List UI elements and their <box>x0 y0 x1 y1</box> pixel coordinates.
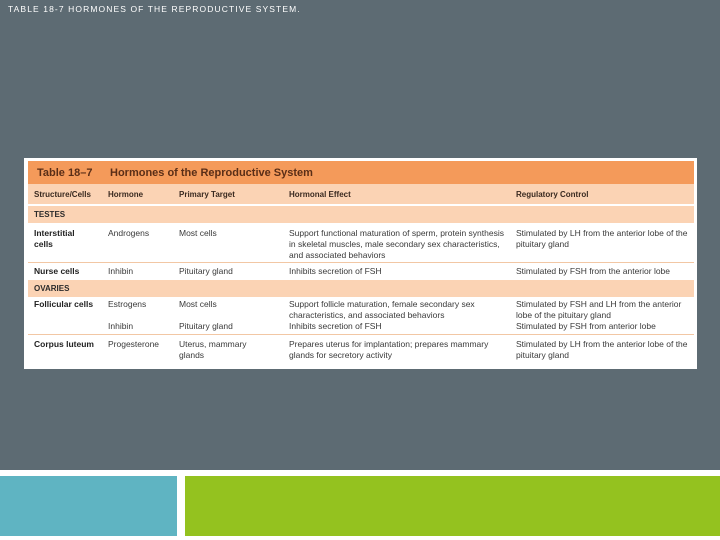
cell-structure: Follicular cells <box>34 299 94 309</box>
cell-control: Stimulated by LH from the anterior lobe of the pituitary gland <box>516 228 688 249</box>
section-testes: TESTES <box>28 206 694 223</box>
cell-target: Most cells <box>179 299 217 309</box>
cell-effect: Support follicle maturation, female secondary sex characteristics, and associated behaviors <box>289 299 475 320</box>
cell-effect: Prepares uterus for implantation; prepares mammary glands for secretory activity <box>289 339 489 360</box>
slide-title: TABLE 18-7 HORMONES OF THE REPRODUCTIVE SYSTEM. <box>8 4 301 14</box>
cell-hormone: Progesterone <box>108 339 160 349</box>
col-effect: Hormonal Effect <box>289 189 351 199</box>
cell-structure: Corpus luteum <box>34 339 94 349</box>
cell-control: Stimulated by FSH and LH from the anterior lobe of the pituitary gland <box>516 299 682 320</box>
cell-control: Stimulated by LH from the anterior lobe of the pituitary gland <box>516 339 688 360</box>
table-row <box>28 297 694 321</box>
cell-hormone: Estrogens <box>108 299 147 309</box>
col-control: Regulatory Control <box>516 189 589 199</box>
cell-target: Pituitary gland <box>179 266 233 276</box>
cell-structure <box>28 321 108 334</box>
cell-structure: Nurse cells <box>34 266 80 276</box>
cell-effect: Inhibits secretion of FSH <box>289 321 382 331</box>
cell-target: Uterus, mammary glands <box>179 339 247 360</box>
col-hormone: Hormone <box>108 189 144 199</box>
cell-hormone: Androgens <box>108 228 150 238</box>
section-ovaries: OVARIES <box>28 280 694 297</box>
table-row <box>28 335 694 361</box>
hormone-table <box>24 158 697 369</box>
column-headers <box>28 184 694 204</box>
cell-hormone: Inhibin <box>108 321 134 331</box>
footer-teal-block <box>0 476 177 536</box>
table-caption: Hormones of the Reproductive System <box>110 166 313 179</box>
col-structure: Structure/Cells <box>34 189 91 199</box>
col-target: Primary Target <box>179 189 235 199</box>
cell-structure: Interstitial cells <box>34 228 75 249</box>
cell-target: Pituitary gland <box>179 321 233 331</box>
cell-effect: Support functional maturation of sperm, protein synthesis in skeletal muscles, male secondary sex characteristics, and associated behaviors <box>289 228 504 260</box>
footer-green-block <box>185 476 720 536</box>
table-row <box>28 223 694 263</box>
cell-target: Most cells <box>179 228 217 238</box>
table-header-bar <box>28 161 694 184</box>
cell-control: Stimulated by FSH from anterior lobe <box>516 321 656 331</box>
cell-hormone: Inhibin <box>108 266 134 276</box>
cell-effect: Inhibits secretion of FSH <box>289 266 382 276</box>
table-number: Table 18–7 <box>37 166 93 179</box>
cell-control: Stimulated by FSH from the anterior lobe <box>516 266 671 276</box>
table-row <box>28 263 694 280</box>
table-row <box>28 321 694 335</box>
